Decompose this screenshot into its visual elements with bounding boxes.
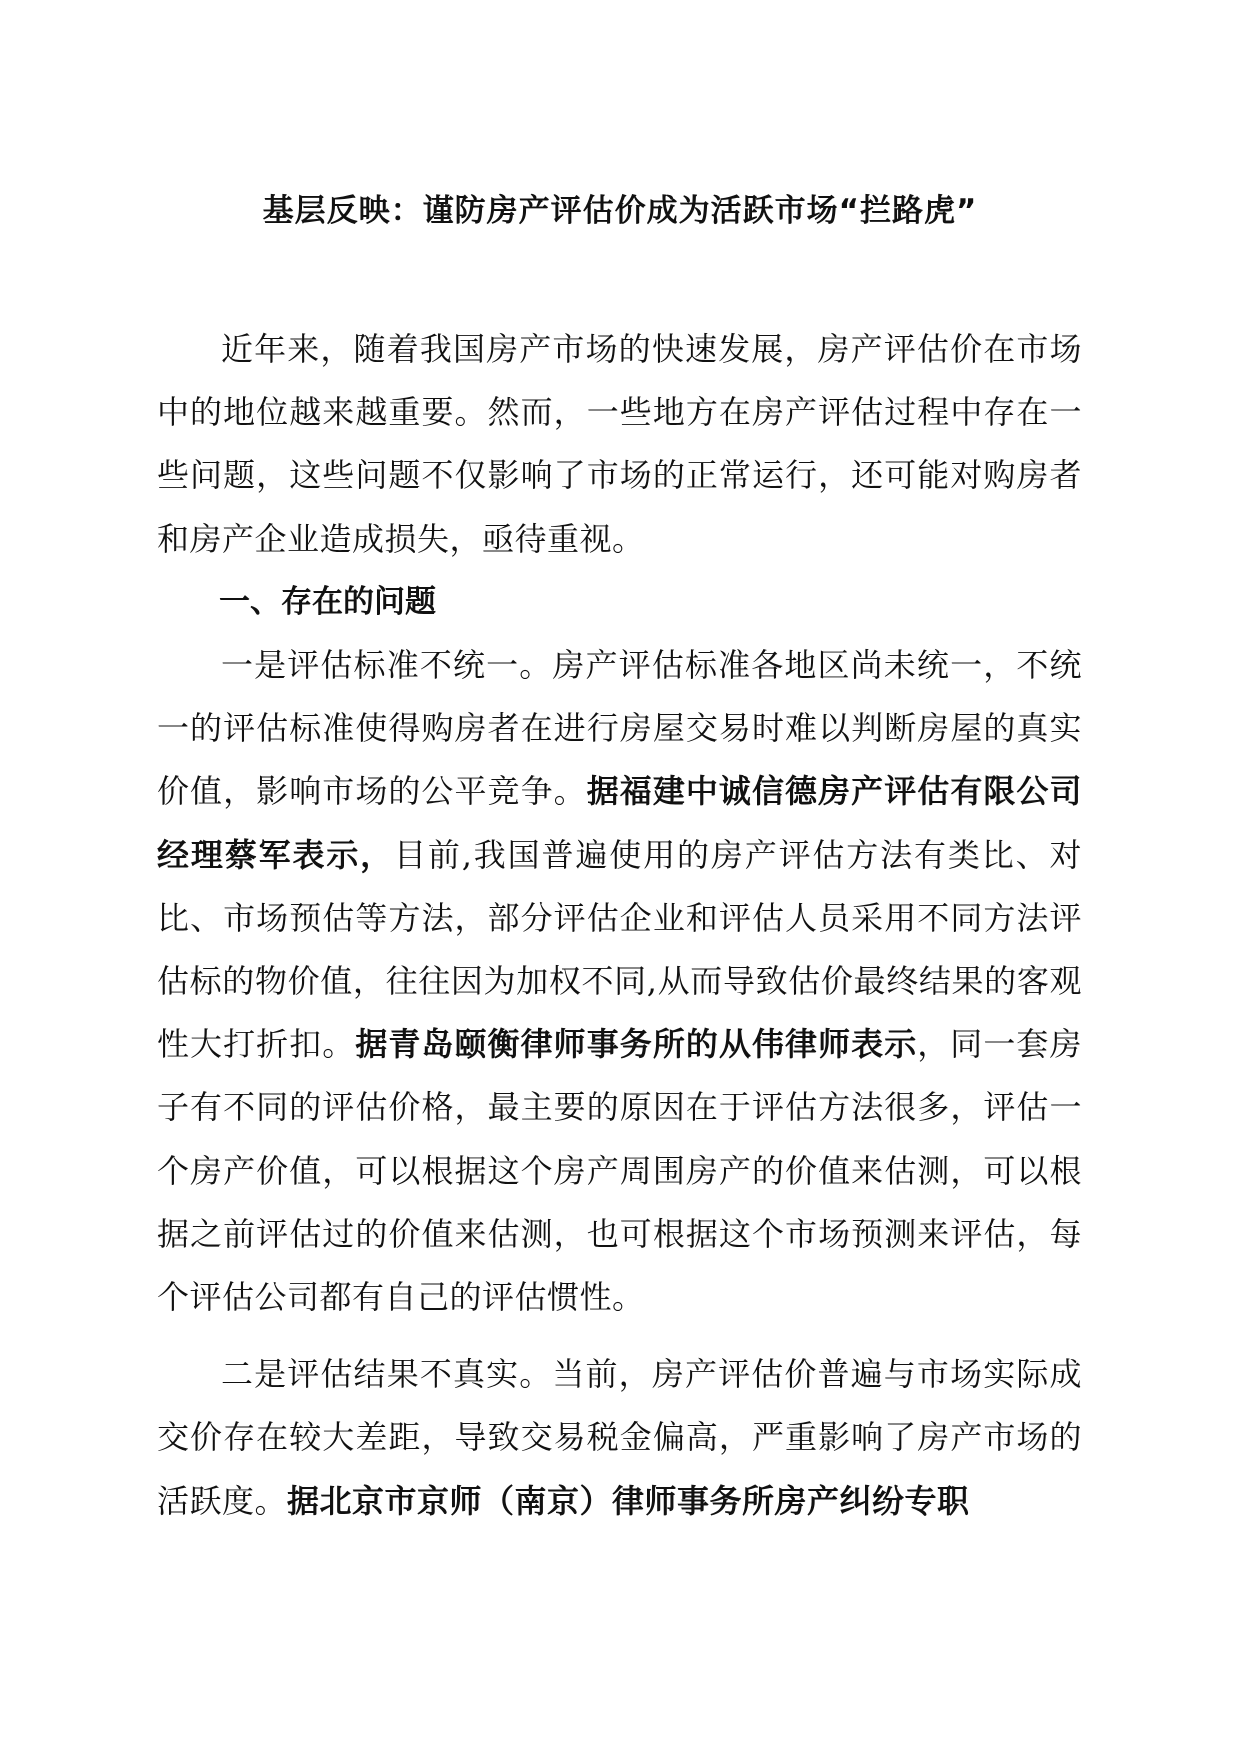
problem-2-text-a: 二是评估结果不真实。当前，房产评估价普遍与市场实际成交价存在较大差距，导致交易税金偏高，严重影响了房产市场的活跃度。: [157, 1355, 1082, 1520]
problem-1-quote-source-a: 据福建中诚信德房产评估有限公司经理蔡军表示，: [157, 772, 1082, 874]
problem-2-quote-source-a: 据北京市京师（南京）律师事务所房产纠纷专职: [287, 1481, 970, 1520]
paragraph-gap: [157, 1329, 1082, 1343]
problem-1-paragraph: [157, 634, 1082, 1329]
intro-paragraph: 近年来，随着我国房产市场的快速发展，房产评估价在市场中的地位越来越重要。然而，一些地方在房产评估过程中存在一些问题，这些问题不仅影响了市场的正常运行，还可能对购房者和房产企业造成损失，亟待重视。: [157, 330, 1082, 558]
problem-1-quote-source-b: 据青岛颐衡律师事务所的从伟律师表示: [355, 1025, 918, 1064]
problem-2-paragraph: [157, 1343, 1082, 1533]
problem-1-text-b: 目前,我国普遍使用的房产评估方法有类比、对比、市场预估等方法，部分评估企业和评估人员采用不同方法评估标的物价值，往往因为加权不同,从而导致估价最终结果的客观性大打折扣。: [157, 835, 1082, 1064]
problem-1-text-a: 一是评估标准不统一。房产评估标准各地区尚未统一，不统一的评估标准使得购房者在进行房屋交易时难以判断房屋的真实价值，影响市场的公平竞争。: [157, 646, 1082, 811]
document-body: [157, 318, 1082, 1533]
document-title: 基层反映：谨防房产评估价成为活跃市场“拦路虎”: [262, 193, 978, 229]
problem-1-text-c: ，同一套房子有不同的评估价格，最主要的原因在于评估方法很多，评估一个房产价值，可以根据这个房产周围房产的价值来估测，可以根据之前评估过的价值来估测，也可根据这个市场预测来评估，每个评估公司都有自己的评估惯性。: [157, 1025, 1082, 1317]
section-heading-problems: 一、存在的问题: [219, 583, 436, 620]
